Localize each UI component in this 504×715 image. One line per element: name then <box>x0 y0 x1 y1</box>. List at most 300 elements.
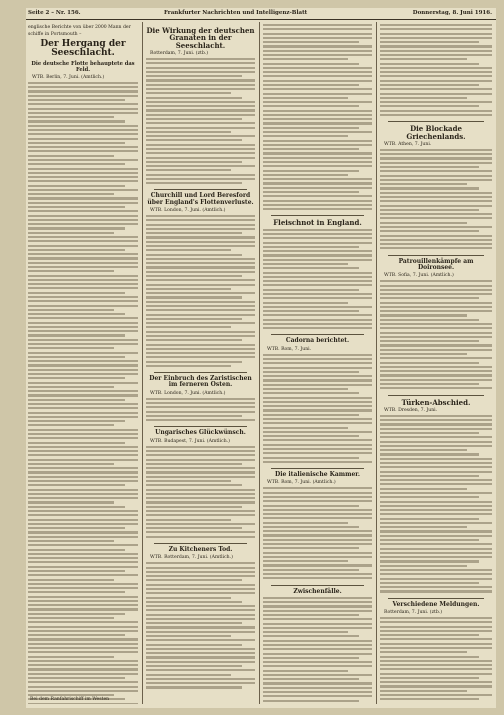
text-line <box>28 523 138 525</box>
text-line <box>380 166 479 168</box>
text-line <box>146 415 242 417</box>
text-line <box>28 129 138 131</box>
headline: Türken-Abschied. <box>401 397 471 407</box>
text-line <box>146 406 255 408</box>
text-line <box>380 71 492 73</box>
text-line <box>263 354 372 356</box>
text-line <box>28 356 125 358</box>
text-line <box>28 125 138 127</box>
text-line <box>28 668 138 670</box>
text-line <box>263 242 372 244</box>
text-line <box>380 573 492 575</box>
text-line <box>263 144 372 146</box>
text-line <box>263 556 372 558</box>
text-line <box>380 651 467 653</box>
text-line <box>380 586 492 588</box>
text-line <box>28 608 138 610</box>
text-line <box>263 509 372 511</box>
text-line <box>146 314 255 316</box>
text-line <box>380 578 492 580</box>
text-line <box>380 170 492 172</box>
text-line <box>263 640 372 642</box>
text-line <box>380 475 479 477</box>
text-line <box>146 631 255 633</box>
text-line <box>380 556 492 558</box>
text-line <box>146 419 255 421</box>
text-line <box>28 454 138 456</box>
text-line <box>380 366 492 368</box>
text-line <box>380 501 492 503</box>
text-line <box>146 331 255 333</box>
text-line <box>28 185 125 187</box>
text-line <box>263 444 372 446</box>
text-line <box>28 690 138 692</box>
text-line <box>380 217 492 219</box>
text-line <box>263 461 372 463</box>
text-line <box>380 314 467 316</box>
text-line <box>146 131 231 133</box>
text-line <box>146 92 231 94</box>
text-line <box>263 457 359 459</box>
text-line <box>28 681 138 683</box>
text-line <box>28 138 138 140</box>
text-line <box>146 258 255 260</box>
text-line <box>28 103 138 105</box>
text-line <box>28 519 138 521</box>
text-line <box>28 223 138 225</box>
text-line <box>146 402 255 404</box>
text-line <box>380 84 479 86</box>
text-line <box>380 379 492 381</box>
text-line <box>380 200 492 202</box>
text-line <box>380 97 467 99</box>
text-line <box>380 293 492 295</box>
text-line <box>28 647 138 649</box>
text-line <box>146 165 255 167</box>
text-line <box>380 239 492 241</box>
text-line <box>380 539 479 541</box>
text-line <box>263 178 372 180</box>
text-line <box>380 449 467 451</box>
text-line <box>263 439 372 441</box>
text-line <box>28 587 138 589</box>
text-line <box>28 459 138 461</box>
newspaper-title: Frankfurter Nachrichten und Intelligenz-Blatt <box>164 10 308 16</box>
text-line <box>146 271 255 273</box>
text-line <box>28 570 125 572</box>
text-line <box>146 339 242 341</box>
text-line <box>380 488 467 490</box>
column-1-footer: Bei dem Ranfahrischiff im Westen <box>30 697 110 702</box>
text-line <box>28 197 138 199</box>
text-line <box>28 382 138 384</box>
text-line <box>380 80 492 82</box>
text-line <box>146 245 255 247</box>
text-line <box>146 305 255 307</box>
text-line <box>146 144 255 146</box>
dateline: WTB. Rom, 7. Juni. <box>267 346 312 352</box>
text-line <box>146 592 255 594</box>
text-line <box>28 334 125 336</box>
text-line <box>28 557 138 559</box>
text-line <box>28 574 138 576</box>
text-line <box>146 656 255 658</box>
text-line <box>263 208 372 210</box>
text-line <box>146 224 255 226</box>
article-separator <box>388 121 484 122</box>
text-line <box>380 105 479 107</box>
text-line <box>28 643 138 645</box>
text-line <box>263 605 372 607</box>
text-line <box>146 665 242 667</box>
text-line <box>263 375 372 377</box>
article-separator <box>271 215 364 216</box>
text-line <box>146 493 255 495</box>
text-line <box>380 643 492 645</box>
text-line <box>28 202 138 204</box>
text-line <box>263 422 372 424</box>
text-line <box>263 246 359 248</box>
text-line <box>380 560 479 562</box>
text-line <box>263 263 348 265</box>
text-line <box>28 339 138 341</box>
text-line <box>263 200 372 202</box>
text-line <box>28 703 138 704</box>
text-line <box>263 272 372 274</box>
text-line <box>263 597 372 599</box>
text-line <box>263 577 372 579</box>
text-line <box>263 148 359 150</box>
text-line <box>380 306 492 308</box>
text-line <box>380 114 492 116</box>
text-line <box>380 192 492 194</box>
text-line <box>28 193 114 195</box>
text-line <box>146 476 255 478</box>
text-line <box>28 108 138 110</box>
text-line <box>28 424 114 426</box>
text-line <box>146 88 255 90</box>
text-line <box>380 362 479 364</box>
text-line <box>146 674 231 676</box>
text-line <box>146 232 242 234</box>
text-line <box>380 513 492 515</box>
text-line <box>28 664 138 666</box>
text-line <box>28 313 125 315</box>
article-body <box>380 24 492 118</box>
text-line <box>28 489 138 491</box>
text-line <box>380 41 479 43</box>
text-line <box>28 266 138 268</box>
text-line <box>380 88 492 90</box>
text-line <box>380 419 492 421</box>
text-line <box>380 694 492 696</box>
text-line <box>146 588 255 590</box>
text-line <box>28 317 138 319</box>
text-line <box>263 614 359 616</box>
text-line <box>380 530 492 532</box>
text-line <box>146 365 231 367</box>
text-line <box>380 187 479 189</box>
text-line <box>380 441 492 443</box>
text-line <box>146 241 255 243</box>
dateline: Rotterdam, 7. Juni. (ztb.) <box>150 51 209 57</box>
text-line <box>263 505 359 507</box>
text-line <box>146 296 242 298</box>
text-line <box>146 459 255 461</box>
text-line <box>380 471 492 473</box>
text-line <box>380 436 492 438</box>
article-body <box>380 617 492 703</box>
text-line <box>263 80 372 82</box>
text-line <box>146 322 255 324</box>
text-line <box>380 647 492 649</box>
article-separator <box>154 189 247 190</box>
text-line <box>380 548 492 550</box>
text-line <box>28 390 138 392</box>
article-separator <box>388 598 484 599</box>
text-line <box>28 159 138 161</box>
text-line <box>263 306 372 308</box>
text-line <box>146 605 255 607</box>
text-line <box>263 409 372 411</box>
column-4 <box>380 24 492 704</box>
headline: Cadorna berichtet. <box>285 337 350 345</box>
text-line <box>380 383 479 385</box>
text-line <box>146 661 255 663</box>
text-line <box>28 377 125 379</box>
text-line <box>263 401 372 403</box>
text-line <box>380 54 492 56</box>
text-line <box>146 157 255 159</box>
text-line <box>263 448 372 450</box>
text-line <box>263 314 372 316</box>
text-line <box>263 204 372 206</box>
text-line <box>380 310 492 312</box>
text-line <box>263 84 359 86</box>
text-line <box>380 673 492 675</box>
text-line <box>263 534 372 536</box>
text-line <box>380 235 492 237</box>
text-line <box>28 442 125 444</box>
headline: Verschiedene Meldungen. <box>392 600 480 608</box>
text-line <box>380 656 479 658</box>
text-line <box>263 379 372 381</box>
text-line <box>146 480 231 482</box>
text-line <box>146 571 255 573</box>
text-line <box>146 467 255 469</box>
text-line <box>28 180 138 182</box>
text-line <box>263 293 372 295</box>
text-line <box>263 105 359 107</box>
text-line <box>146 510 255 512</box>
text-line <box>263 569 359 571</box>
text-line <box>380 50 492 52</box>
text-line <box>146 501 255 503</box>
text-line <box>263 674 372 676</box>
text-line <box>28 240 138 242</box>
text-line <box>28 275 138 277</box>
text-line <box>263 500 372 502</box>
article-body <box>146 58 255 186</box>
text-line <box>28 531 138 533</box>
text-line <box>380 677 479 679</box>
article-body <box>380 149 492 252</box>
top-line: englische Berichte von über 2000 Mann der <box>28 25 131 30</box>
text-line <box>263 648 372 650</box>
text-line <box>28 236 138 238</box>
text-line <box>28 638 138 640</box>
text-line <box>380 462 492 464</box>
text-line <box>263 431 372 433</box>
text-line <box>380 344 492 346</box>
text-line <box>28 433 138 435</box>
dateline: WTB. Athen, 7. Juni. <box>384 141 432 147</box>
text-line <box>380 101 492 103</box>
text-line <box>28 651 138 653</box>
text-line <box>380 75 492 77</box>
text-line <box>380 175 492 177</box>
text-line <box>28 150 138 152</box>
headline: Zwischenfälle. <box>293 587 342 595</box>
text-line <box>28 476 138 478</box>
article-separator <box>388 255 484 256</box>
dateline: WTB. Rom, 7. Juni. (Amtlich.) <box>267 480 336 486</box>
text-line <box>28 283 138 285</box>
text-line <box>263 618 372 620</box>
text-line <box>263 191 359 193</box>
text-line <box>146 682 255 684</box>
text-line <box>263 118 372 120</box>
text-line <box>263 24 372 26</box>
text-line <box>263 517 372 519</box>
text-line <box>28 133 138 135</box>
text-line <box>28 270 114 272</box>
text-line <box>28 99 125 101</box>
text-line <box>380 183 467 185</box>
text-line <box>263 101 372 103</box>
text-line <box>263 435 359 437</box>
text-line <box>28 553 138 555</box>
text-line <box>380 302 492 304</box>
dateline: Rotterdam, 7. Juni. (ztb.) <box>384 609 443 615</box>
page-number: Seite 2 – Nr. 156. <box>28 10 81 16</box>
text-line <box>146 75 242 77</box>
headline: Fleischnot in England. <box>273 218 362 228</box>
dateline: WTB. Berlin, 7. Juni. (Amtlich.) <box>32 74 105 80</box>
text-line <box>146 639 255 641</box>
text-line <box>380 590 492 592</box>
text-line <box>380 423 492 425</box>
text-line <box>380 28 492 30</box>
text-line <box>380 582 479 584</box>
text-line <box>28 480 138 482</box>
text-line <box>380 569 492 571</box>
text-line <box>380 205 492 207</box>
text-line <box>28 634 125 636</box>
headline: Die italienische Kammer. <box>275 471 360 479</box>
text-line <box>380 681 492 683</box>
text-line <box>146 318 242 320</box>
text-line <box>146 648 255 650</box>
text-line <box>380 58 467 60</box>
text-line <box>146 97 242 99</box>
text-line <box>28 146 138 148</box>
text-line <box>146 266 255 268</box>
text-line <box>263 496 372 498</box>
article-body <box>263 354 372 465</box>
text-line <box>146 344 255 346</box>
text-line <box>28 399 125 401</box>
text-line <box>380 466 492 468</box>
text-line <box>28 514 138 516</box>
text-line <box>146 514 255 516</box>
text-line <box>263 552 372 554</box>
text-line <box>263 384 372 386</box>
text-line <box>380 668 492 670</box>
text-line <box>380 340 479 342</box>
dateline: WTB. London, 7. Juni. (Amtlich.) <box>150 208 226 214</box>
text-line <box>28 617 114 619</box>
text-line <box>146 669 255 671</box>
newspaper-page <box>26 8 496 708</box>
text-line <box>28 463 114 465</box>
text-line <box>380 492 492 494</box>
column-1 <box>28 24 138 704</box>
text-line <box>146 352 255 354</box>
headline: Die Blockade Griechenlands. <box>406 124 466 141</box>
text-line <box>28 206 125 208</box>
text-line <box>28 583 138 585</box>
text-line <box>380 243 492 245</box>
text-line <box>263 229 372 231</box>
text-line <box>263 678 359 680</box>
text-line <box>28 579 114 581</box>
text-line <box>28 544 138 546</box>
column-2 <box>146 24 255 704</box>
text-line <box>380 162 492 164</box>
text-line <box>263 522 348 524</box>
text-line <box>263 691 372 693</box>
text-line <box>263 543 372 545</box>
text-line <box>146 579 242 581</box>
text-line <box>380 327 492 329</box>
text-line <box>28 305 138 307</box>
text-line <box>380 222 467 224</box>
text-line <box>380 353 467 355</box>
text-line <box>146 678 255 680</box>
headline: Der Hergang der Seeschlacht. <box>40 39 126 59</box>
text-line <box>146 597 231 599</box>
text-line <box>263 122 372 124</box>
text-line <box>380 453 479 455</box>
headline: Zu Kitcheners Tod. <box>168 545 233 553</box>
text-line <box>380 157 492 159</box>
text-line <box>263 610 372 612</box>
text-line <box>263 135 348 137</box>
text-line <box>146 527 242 529</box>
text-line <box>146 67 255 69</box>
text-line <box>28 600 138 602</box>
text-line <box>146 398 255 400</box>
text-line <box>28 347 114 349</box>
text-line <box>263 152 372 154</box>
text-line <box>28 613 125 615</box>
text-line <box>263 573 372 575</box>
headline: Die Wirkung der deutschen Granaten in der Seeschlacht. <box>146 26 255 50</box>
text-line <box>380 37 492 39</box>
text-line <box>263 661 372 663</box>
text-line <box>28 352 138 354</box>
